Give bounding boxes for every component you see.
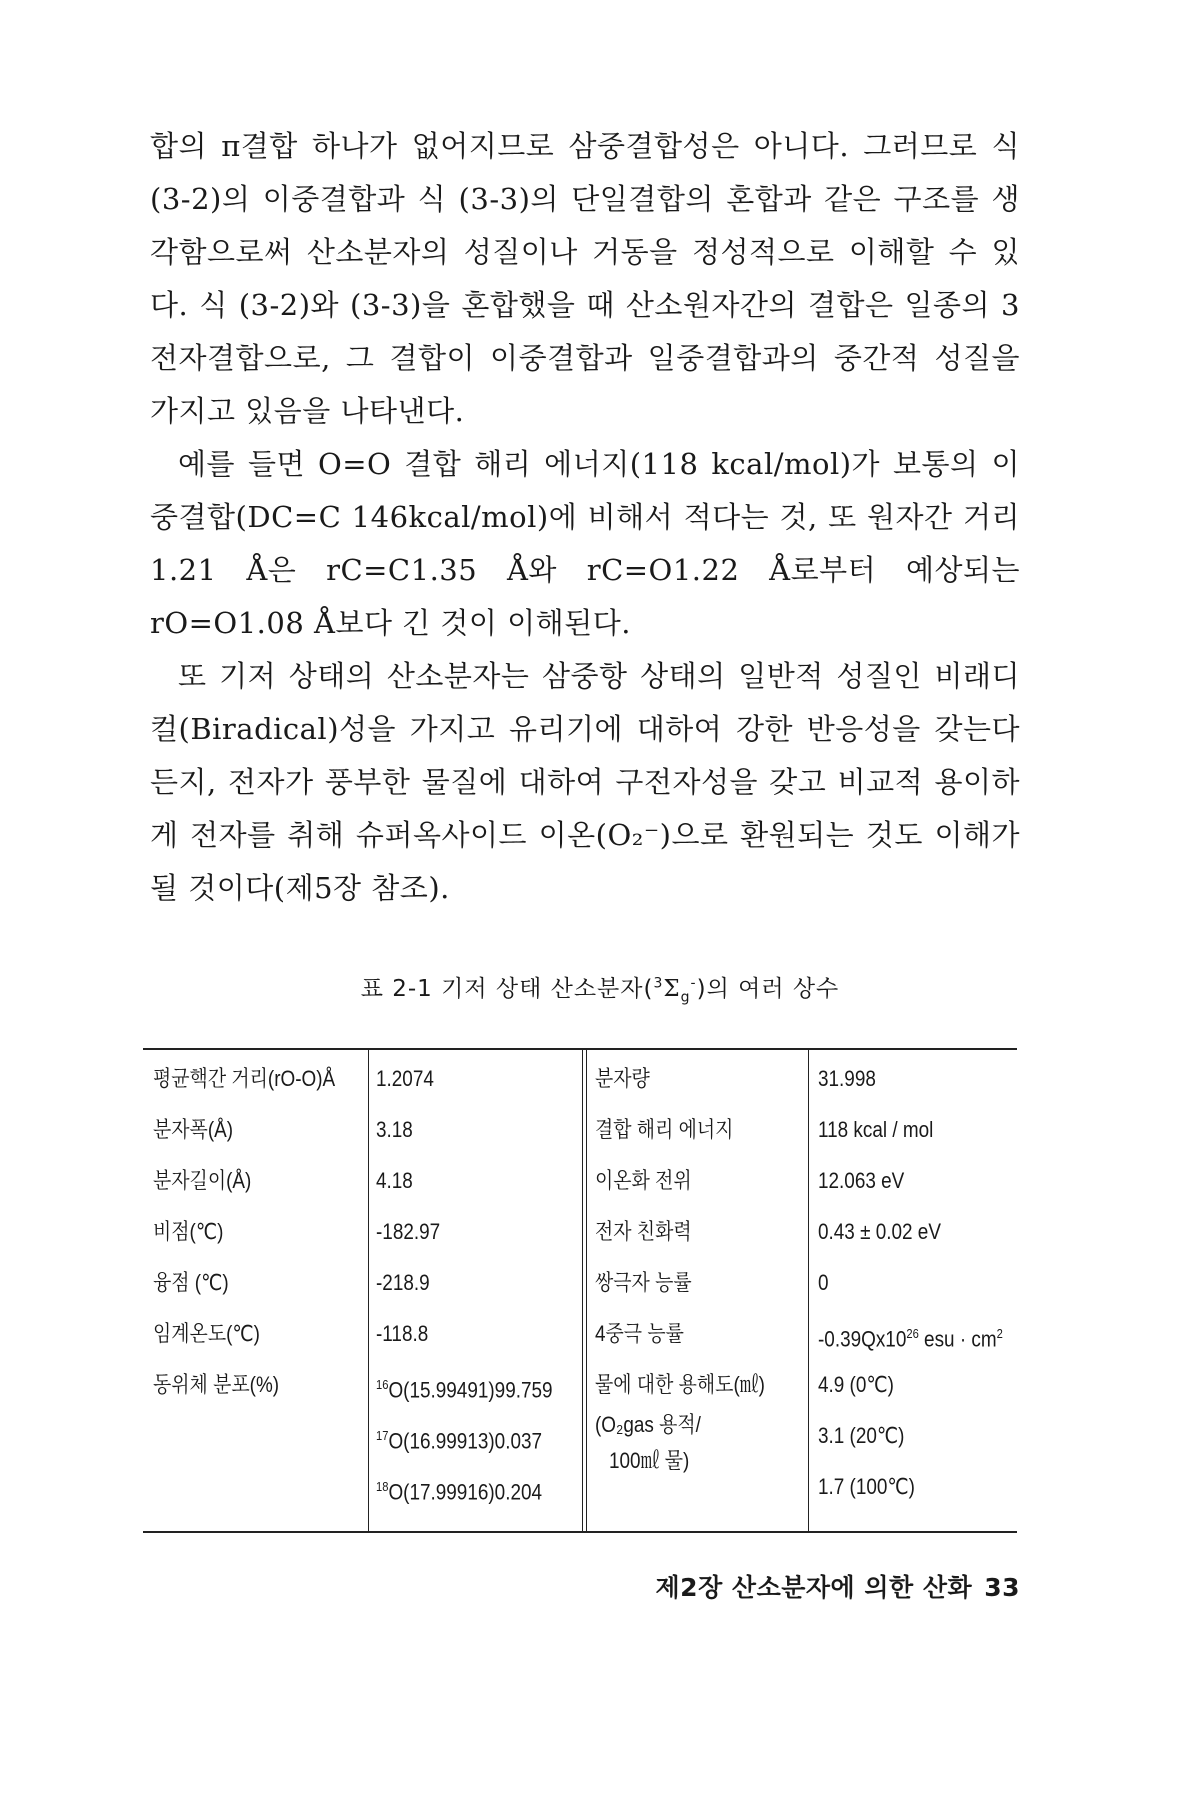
quadrupole-unit-exponent: 2 [996, 1326, 1003, 1341]
caption-suffix: )의 여러 상수 [696, 976, 840, 1002]
value-dipole-moment: 0 [818, 1270, 829, 1295]
value-ionization-potential: 12.063 eV [818, 1168, 905, 1193]
label-solubility-unit-line2: 100㎖ 물) [609, 1448, 690, 1473]
isotope-o18-value: O(17.99916)0.204 [388, 1479, 543, 1505]
label-molecular-length: 분자길이(Å) [153, 1168, 252, 1193]
value-boiling-point: -182.97 [376, 1219, 441, 1244]
label-isotope-distribution: 동위체 분포(%) [153, 1372, 280, 1397]
value-internuclear-distance: 1.2074 [376, 1066, 434, 1091]
isotope-o18 [376, 1472, 542, 1507]
isotope-o17-mass: 17 [376, 1428, 389, 1443]
value-solubility-100c: 1.7 (100℃) [818, 1474, 915, 1499]
label-dipole-moment: 쌍극자 능률 [595, 1270, 692, 1295]
page-number: 33 [984, 1573, 1020, 1602]
label-ionization-potential: 이온화 전위 [595, 1168, 692, 1193]
quadrupole-exponent: 26 [906, 1326, 919, 1341]
value-solubility-0c: 4.9 (0℃) [818, 1372, 894, 1397]
quadrupole-base: -0.39Qx10 [818, 1326, 907, 1352]
page-footer [656, 1568, 1020, 1604]
label-bond-dissociation-energy: 결합 해리 에너지 [595, 1117, 734, 1142]
label-molecular-width: 분자폭(Å) [153, 1117, 234, 1142]
isotope-o16-value: O(15.99491)99.759 [388, 1377, 553, 1403]
paragraph-1: 합의 π결합 하나가 없어지므로 삼중결합성은 아니다. 그러므로 식 (3-2)의 이중결합과 식 (3-3)의 단일결합의 혼합과 같은 구조를 생각함으로써 산소분자의 성질이나 거동을 정성적으로 이해할 수 있다. 식 (3-2)와 (3-3)을 혼합했을 때 산소원자간의 결합은 일종의 3전자결합으로, 그 결합이 이중결합과 일중결합과의 중간적 성질을 가지고 있음을 나타낸다. [150, 129, 1020, 428]
isotope-o18-mass: 18 [376, 1479, 389, 1494]
constants-table [143, 1048, 1017, 1533]
label-critical-temperature: 임계온도(℃) [153, 1321, 260, 1346]
table-divider [368, 1050, 369, 1531]
chapter-title: 제2장 산소분자에 의한 산화 [655, 1573, 973, 1602]
paragraph-3: 또 기저 상태의 산소분자는 삼중항 상태의 일반적 성질인 비래디컬(Biradical)성을 가지고 유리기에 대하여 강한 반응성을 갖는다든지, 전자가 풍부한 물질에 대하여 구전자성을 갖고 비교적 용이하게 전자를 취해 슈퍼옥사이드 이온(O₂⁻)으로 환원되는 것도 이해가 될 것이다(제5장 참조). [150, 659, 1020, 905]
label-molecular-weight: 분자량 [595, 1066, 650, 1091]
value-molecular-weight: 31.998 [818, 1066, 876, 1091]
caption-term-minus: - [690, 975, 697, 992]
caption-prefix: 표 2-1 기저 상태 산소분자( [360, 976, 654, 1002]
table-caption [0, 970, 1200, 1006]
value-bond-dissociation-energy: 118 kcal / mol [818, 1117, 934, 1142]
isotope-o16-mass: 16 [376, 1377, 389, 1392]
label-internuclear-distance: 평균핵간 거리(rO-O)Å [153, 1066, 336, 1091]
table-double-divider [582, 1050, 587, 1531]
label-electron-affinity: 전자 친화력 [595, 1219, 692, 1244]
isotope-o17 [376, 1421, 542, 1456]
body-text [150, 120, 1020, 915]
label-boiling-point: 비점(℃) [153, 1219, 224, 1244]
quadrupole-unit: esu · cm [918, 1326, 997, 1352]
value-electron-affinity: 0.43 ± 0.02 eV [818, 1219, 941, 1244]
paragraph-2: 예를 들면 O=O 결합 해리 에너지(118 kcal/mol)가 보통의 이중결합(DC=C 146kcal/mol)에 비해서 적다는 것, 또 원자간 거리 1.21 Å은 rC=C1.35 Å와 rC=O1.22 Å로부터 예상되는 rO=O1.08 Å보다 긴 것이 이해된다. [150, 447, 1020, 640]
value-quadrupole-moment [818, 1319, 1003, 1354]
label-water-solubility: 물에 대한 용해도(㎖) [595, 1372, 765, 1397]
label-quadrupole-moment: 4중극 능률 [595, 1321, 684, 1346]
isotope-o17-value: O(16.99913)0.037 [388, 1428, 543, 1454]
table-divider [808, 1050, 809, 1531]
caption-term-sup: 3 [653, 975, 664, 992]
caption-term-sub: g [680, 989, 691, 1006]
value-solubility-20c: 3.1 (20℃) [818, 1423, 905, 1448]
caption-term-symbol: Σ [663, 976, 681, 1002]
label-melting-point: 융점 (℃) [153, 1270, 229, 1295]
label-solubility-unit-line1: (O₂gas 용적/ [595, 1412, 701, 1437]
value-critical-temperature: -118.8 [376, 1321, 429, 1346]
value-molecular-width: 3.18 [376, 1117, 413, 1142]
isotope-o16 [376, 1370, 553, 1405]
value-melting-point: -218.9 [376, 1270, 430, 1295]
value-molecular-length: 4.18 [376, 1168, 413, 1193]
